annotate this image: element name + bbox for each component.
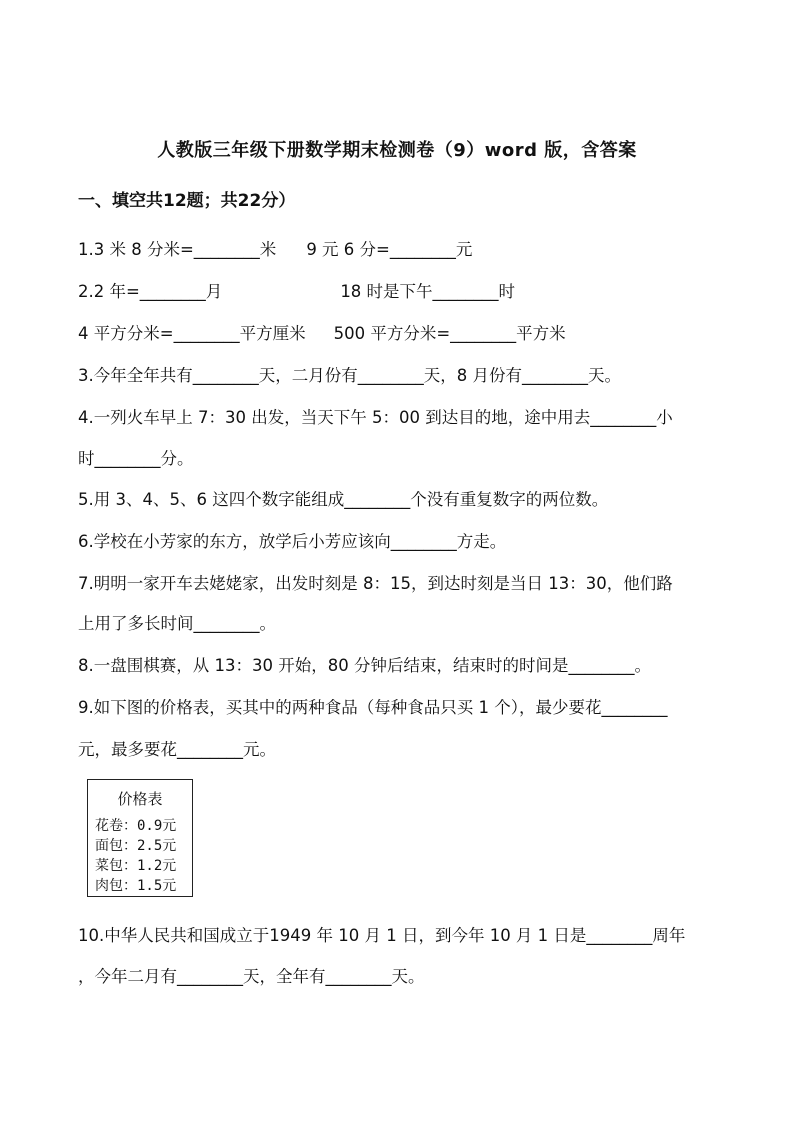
question-text: 3.今年全年共有________天，二月份有________天，8 月份有________天。 [78, 366, 621, 385]
question-text: 2.2 年=________月 [78, 282, 223, 301]
question-line-14 [78, 922, 685, 946]
question-text: ，今年二月有________天，全年有________天。 [78, 967, 425, 986]
question-text: 6.学校在小芳家的东方，放学后小芳应该向________方走。 [78, 532, 507, 551]
question-text: 9 元 6 分=________元 [306, 240, 473, 259]
question-line-9 [78, 570, 673, 594]
question-line-5 [78, 404, 673, 428]
price-item: 菜包：1.2元 [95, 858, 177, 874]
question-text: 10.中华人民共和国成立于1949 年 10 月 1 日，到今年 10 月 1 日是________周年 [78, 926, 686, 945]
question-text: 元，最多要花________元。 [78, 740, 276, 759]
price-table [87, 779, 193, 897]
question-line-13 [78, 736, 276, 760]
question-text: 4.一列火车早上 7：30 出发，当天下午 5：00 到达目的地，途中用去________小 [78, 408, 673, 427]
price-item: 肉包：1.5元 [95, 878, 177, 894]
question-line-12 [78, 694, 667, 718]
question-line-7 [78, 486, 608, 510]
question-text: 上用了多长时间________。 [78, 614, 276, 633]
price-table-title: 价格表 [117, 790, 163, 808]
question-line-4 [78, 362, 621, 386]
question-text: 7.明明一家开车去姥姥家，出发时刻是 8：15，到达时刻是当日 13：30，他们路 [78, 574, 673, 593]
question-line-2 [78, 278, 515, 302]
question-text: 1.3 米 8 分米=________米 [78, 240, 277, 259]
section-heading: 一、填空共12题；共22分） [78, 191, 296, 211]
question-text: 500 平方分米=________平方米 [333, 324, 566, 343]
question-line-10 [78, 610, 276, 634]
question-line-8 [78, 528, 506, 552]
question-line-11 [78, 652, 651, 676]
question-line-3 [78, 320, 566, 344]
price-item: 面包：2.5元 [95, 838, 177, 854]
question-text: 时________分。 [78, 449, 194, 468]
question-text: 9.如下图的价格表，买其中的两种食品（每种食品只买 1 个），最少要花________ [78, 698, 668, 717]
question-text: 4 平方分米=________平方厘米 [78, 324, 306, 343]
price-item: 花卷：0.9元 [95, 818, 177, 834]
document-title: 人教版三年级下册数学期末检测卷（9）word 版，含答案 [157, 140, 637, 161]
question-text: 18 时是下午________时 [340, 282, 516, 301]
question-line-15 [78, 963, 425, 987]
question-line-1 [78, 236, 472, 260]
question-text: 8.一盘围棋赛，从 13：30 开始，80 分钟后结束，结束时的时间是________。 [78, 656, 651, 675]
question-text: 5.用 3、4、5、6 这四个数字能组成________个没有重复数字的两位数。 [78, 490, 609, 509]
question-line-6 [78, 445, 194, 469]
